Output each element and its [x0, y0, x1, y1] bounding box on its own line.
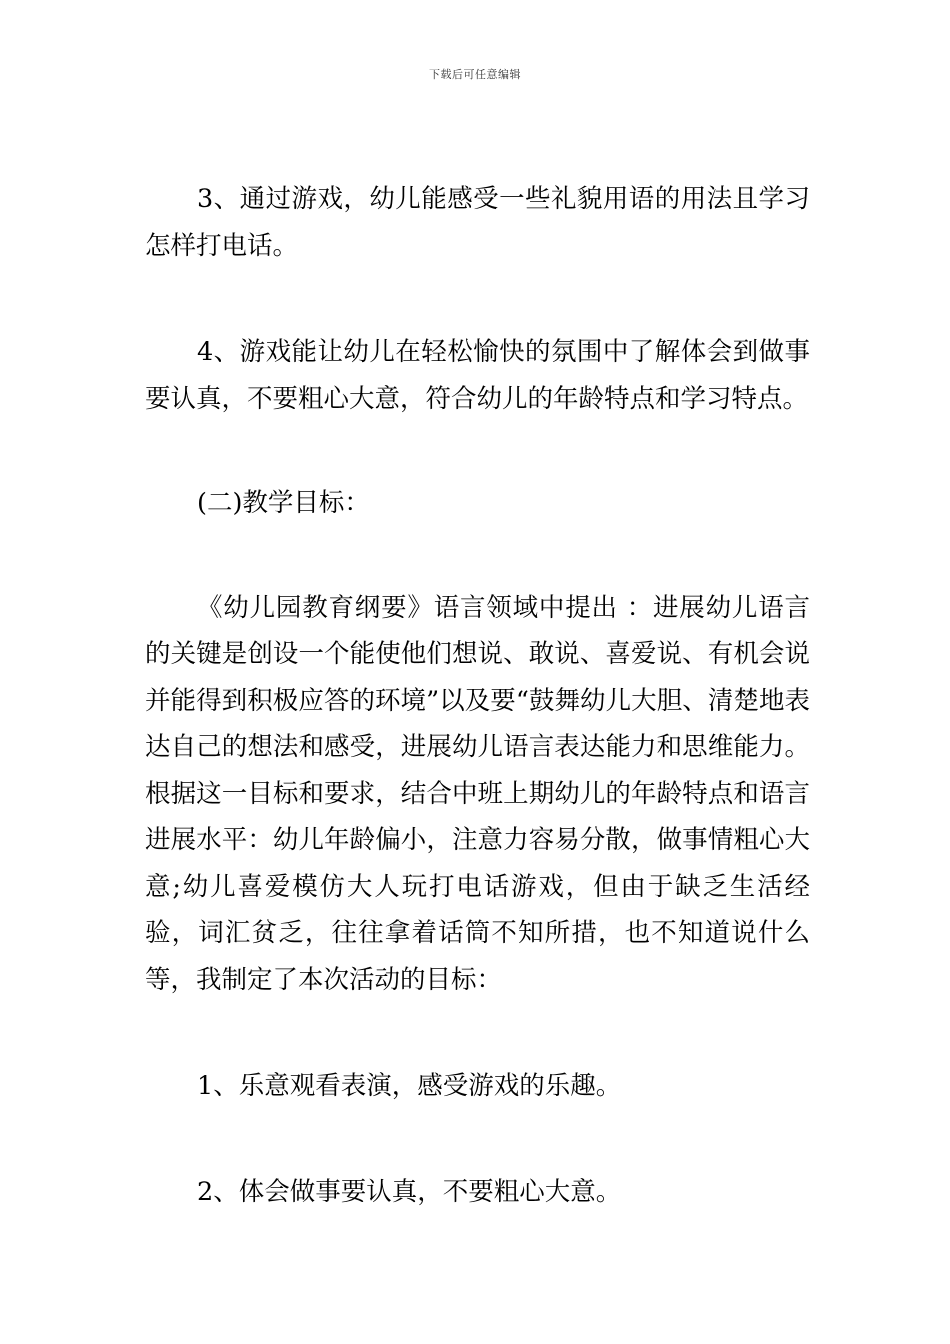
- goal-item-1: 1、乐意观看表演，感受游戏的乐趣。: [197, 1071, 622, 1101]
- paragraph-item-4: 4、游戏能让幼儿在轻松愉快的氛围中了解体会到做事要认真，不要粗心大意，符合幼儿的年龄特点和学习特点。: [145, 337, 810, 414]
- goal-item-2: 2、体会做事要认真，不要粗心大意。: [197, 1176, 622, 1207]
- page-header-note: 下载后可任意编辑: [429, 68, 521, 81]
- paragraph-item-3: 3、通过游戏，幼儿能感受一些礼貌用语的用法且学习怎样打电话。: [145, 184, 810, 261]
- section-heading-teaching-goals: (二)教学目标：: [197, 488, 370, 518]
- document-body: [145, 176, 810, 1215]
- paragraph-guideline-quote: 《幼儿园教育纲要》语言领域中提出 ：进展幼儿语言的关键是创设一个能使他们想说、敢说、喜爱说、有机会说并能得到积极应答的环境”以及要“鼓舞幼儿大胆、清楚地表达自己的想法和感受，进展幼儿语言表达能力和思维能力。根据这一目标和要求，结合中班上期幼儿的年龄特点和语言进展水平：幼儿年龄偏小，注意力容易分散，做事情粗心大意;幼儿喜爱模仿大人玩打电话游戏，但由于缺乏生活经验，词汇贫乏，往往拿着话筒不知所措，也不知道说什么等，我制定了本次活动的目标：: [145, 592, 810, 995]
